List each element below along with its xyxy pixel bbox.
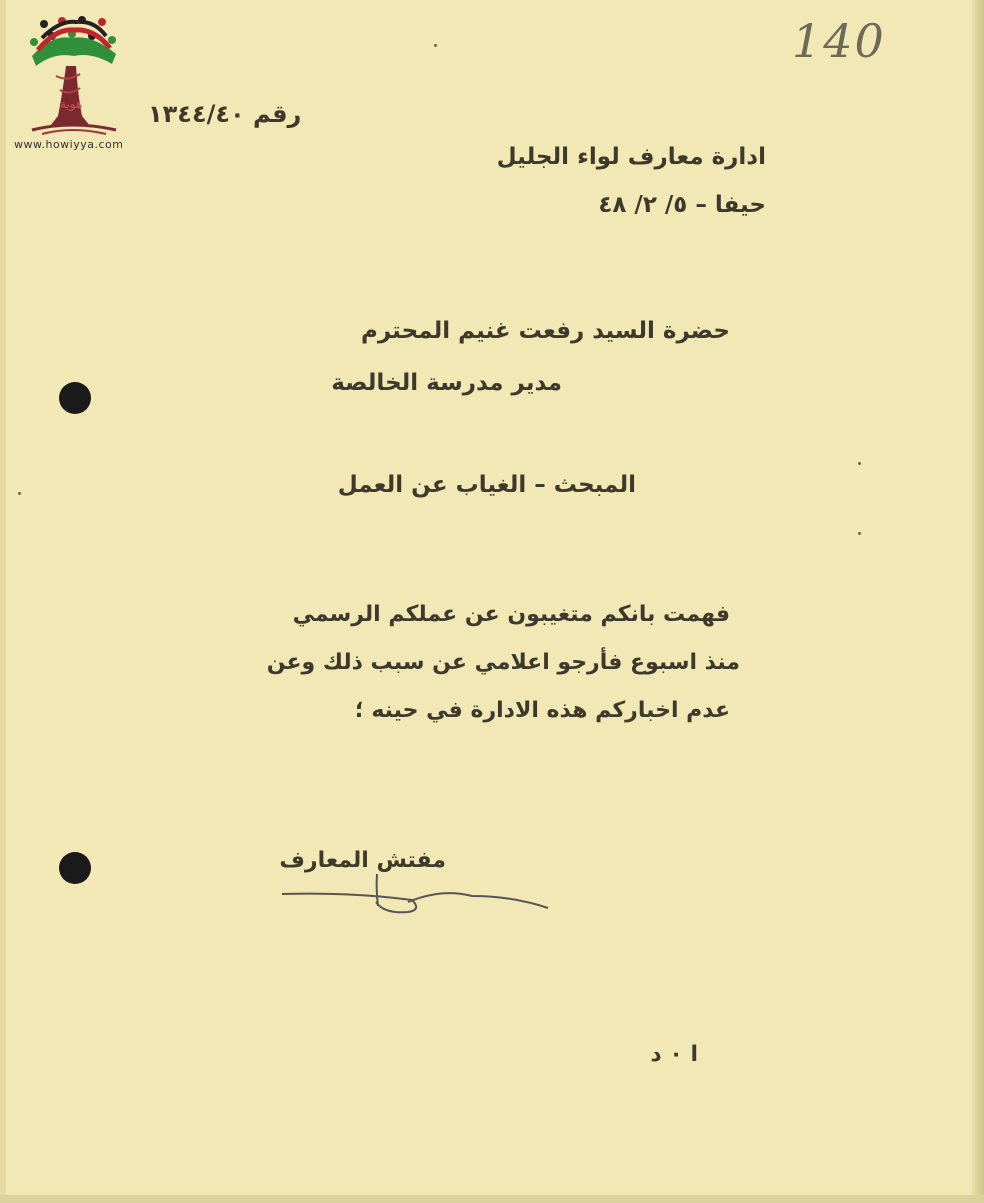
- handwritten-signature: [272, 862, 562, 922]
- howiyya-logo: [12, 16, 142, 156]
- body-line-3: عدم اخباركم هذه الادارة في حينه ؛: [354, 698, 730, 723]
- footer-initials: ا ٠ د: [650, 1042, 698, 1067]
- paper-speck: [858, 532, 861, 535]
- logo-tree-icon: [32, 66, 116, 134]
- department-name: ادارة معارف لواء الجليل: [496, 144, 766, 170]
- svg-text:هوية: هوية: [60, 97, 83, 111]
- body-line-2: منذ اسبوع فأرجو اعلامي عن سبب ذلك وعن: [266, 650, 740, 675]
- recipient-name: حضرة السيد رفعت غنيم المحترم: [361, 318, 730, 344]
- page-number: 140: [792, 14, 886, 68]
- paper-right-edge: [972, 0, 984, 1203]
- paper-speck: [858, 462, 861, 465]
- logo-people-icon: [30, 16, 116, 66]
- paper-bottom-edge: [0, 1195, 984, 1203]
- subject-line: المبحث – الغياب عن العمل: [337, 472, 636, 498]
- reference-number: رقم ١٣٤٤/٤٠: [148, 100, 302, 128]
- signature-title: مفتش المعارف: [279, 848, 446, 873]
- paper-speck: [18, 492, 21, 495]
- punch-hole-top: [59, 382, 91, 414]
- punch-hole-bottom: [59, 852, 91, 884]
- body-line-1: فهمت بانكم متغيبون عن عملكم الرسمي: [292, 602, 730, 627]
- place-and-date: حيفا – ٥/ ٢/ ٤٨: [598, 192, 766, 218]
- recipient-title: مدير مدرسة الخالصة: [331, 370, 562, 396]
- paper-left-edge: [0, 0, 6, 1203]
- logo-url: www.howiyya.com: [14, 138, 124, 151]
- paper-speck: [434, 44, 437, 47]
